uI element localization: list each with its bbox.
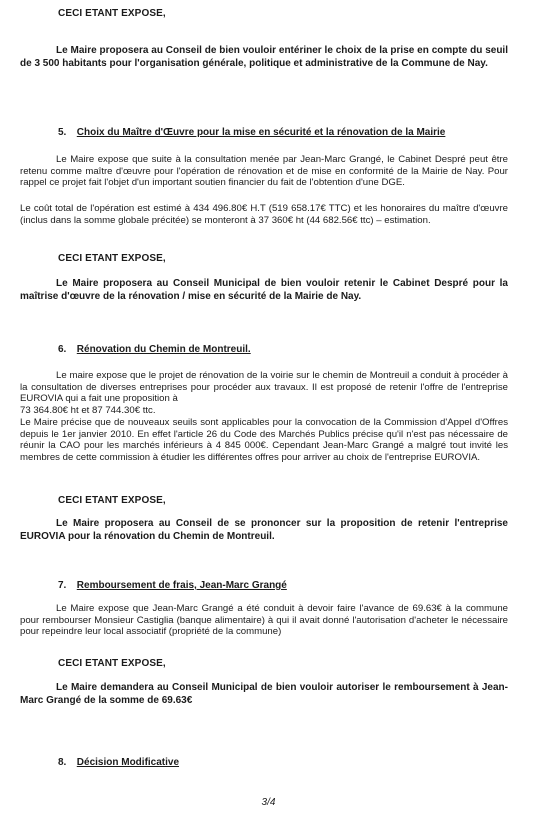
- section-6-number: 6.: [58, 344, 67, 355]
- section-6-paragraph-2: Le Maire précise que de nouveaux seuils sont applicables pour la convocation de la Commission d'Appel d'Offres depuis le 1er janvier 2010. En effet l'article 26 du Code des Marchés Publics précise qu'il n'est pas nécessaire de réunir la CAO pour les marchés inférieurs à 4 845 000€. Cependant Jean-Marc Grangé a malgré tout invité les membres de cette commission à étudier les différentes offres pour arriver au choix de l'entreprise EUROVIA.: [20, 417, 508, 463]
- section-8-number: 8.: [58, 757, 67, 768]
- section-7-ceci-label: CECI ETANT EXPOSE,: [58, 658, 166, 669]
- section-5-decision-paragraph: Le Maire proposera au Conseil Municipal de bien vouloir retenir le Cabinet Despré pour la maîtrise d'œuvre de la rénovation / mise en sécurité de la Mairie de Nay.: [20, 278, 508, 302]
- intro-decision-paragraph: Le Maire proposera au Conseil de bien vouloir entériner le choix de la prise en compte du seuil de 3 500 habitants pour l'organisation générale, politique et administrative de la Commune de Nay.: [20, 45, 508, 69]
- section-7-number: 7.: [58, 580, 67, 591]
- section-5-ceci-label: CECI ETANT EXPOSE,: [58, 253, 166, 264]
- section-5-title: Choix du Maître d'Œuvre pour la mise en sécurité et la rénovation de la Mairie: [76, 127, 446, 138]
- section-8-title: Décision Modificative: [76, 757, 180, 768]
- page-number: 3/4: [261, 797, 276, 808]
- section-7-decision-paragraph: Le Maire demandera au Conseil Municipal de bien vouloir autoriser le remboursement à Jean-Marc Grangé de la somme de 69.63€: [20, 682, 508, 706]
- section-6-ceci-label: CECI ETANT EXPOSE,: [58, 495, 166, 506]
- section-5-number: 5.: [58, 127, 67, 138]
- section-8-heading: [58, 757, 179, 768]
- section-7-title: Remboursement de frais, Jean-Marc Grangé: [76, 580, 287, 591]
- section-7-heading: [58, 580, 287, 591]
- section-6-paragraph-1b: 73 364.80€ ht et 87 744.30€ ttc.: [20, 405, 156, 416]
- section-6-heading: [58, 344, 251, 355]
- section-6-title: Rénovation du Chemin de Montreuil.: [76, 344, 251, 355]
- section-5-heading: [58, 127, 445, 138]
- section-6-decision-paragraph: Le Maire proposera au Conseil de se prononcer sur la proposition de retenir l'entreprise EUROVIA pour la rénovation du Chemin de Montreuil.: [20, 518, 508, 542]
- section-7-paragraph-1: Le Maire expose que Jean-Marc Grangé a été conduit à devoir faire l'avance de 69.63€ à la commune pour rembourser Monsieur Castiglia (banque alimentaire) à qui il avait donné l'autorisation d'acheter le nécessaire pour repeindre leur local associatif (propriété de la commune): [20, 603, 508, 638]
- ceci-etant-expose-label: CECI ETANT EXPOSE,: [58, 8, 166, 19]
- section-5-paragraph-1: Le Maire expose que suite à la consultation menée par Jean-Marc Grangé, le Cabinet Despré peut être retenu comme maître d'œuvre pour l'opération de rénovation et de mise en conformité de la Mairie de Nay. Pour rappel ce projet fait l'objet d'un important soutien financier du fait de l'obtention d'une DGE.: [20, 154, 508, 189]
- section-6-paragraph-1: Le maire expose que le projet de rénovation de la voirie sur le chemin de Montreuil a conduit à procéder à la consultation de diverses entreprises pour procéder aux travaux. Il est proposé de retenir l'offre de l'entreprise EUROVIA qui a fait une proposition à: [20, 370, 508, 405]
- section-5-paragraph-2: Le coût total de l'opération est estimé à 434 496.80€ H.T (519 658.17€ TTC) et les honoraires du maître d'œuvre (inclus dans la somme globale précitée) se monteront à 37 360€ ht (44 682.56€ ttc) – estimation.: [20, 203, 508, 226]
